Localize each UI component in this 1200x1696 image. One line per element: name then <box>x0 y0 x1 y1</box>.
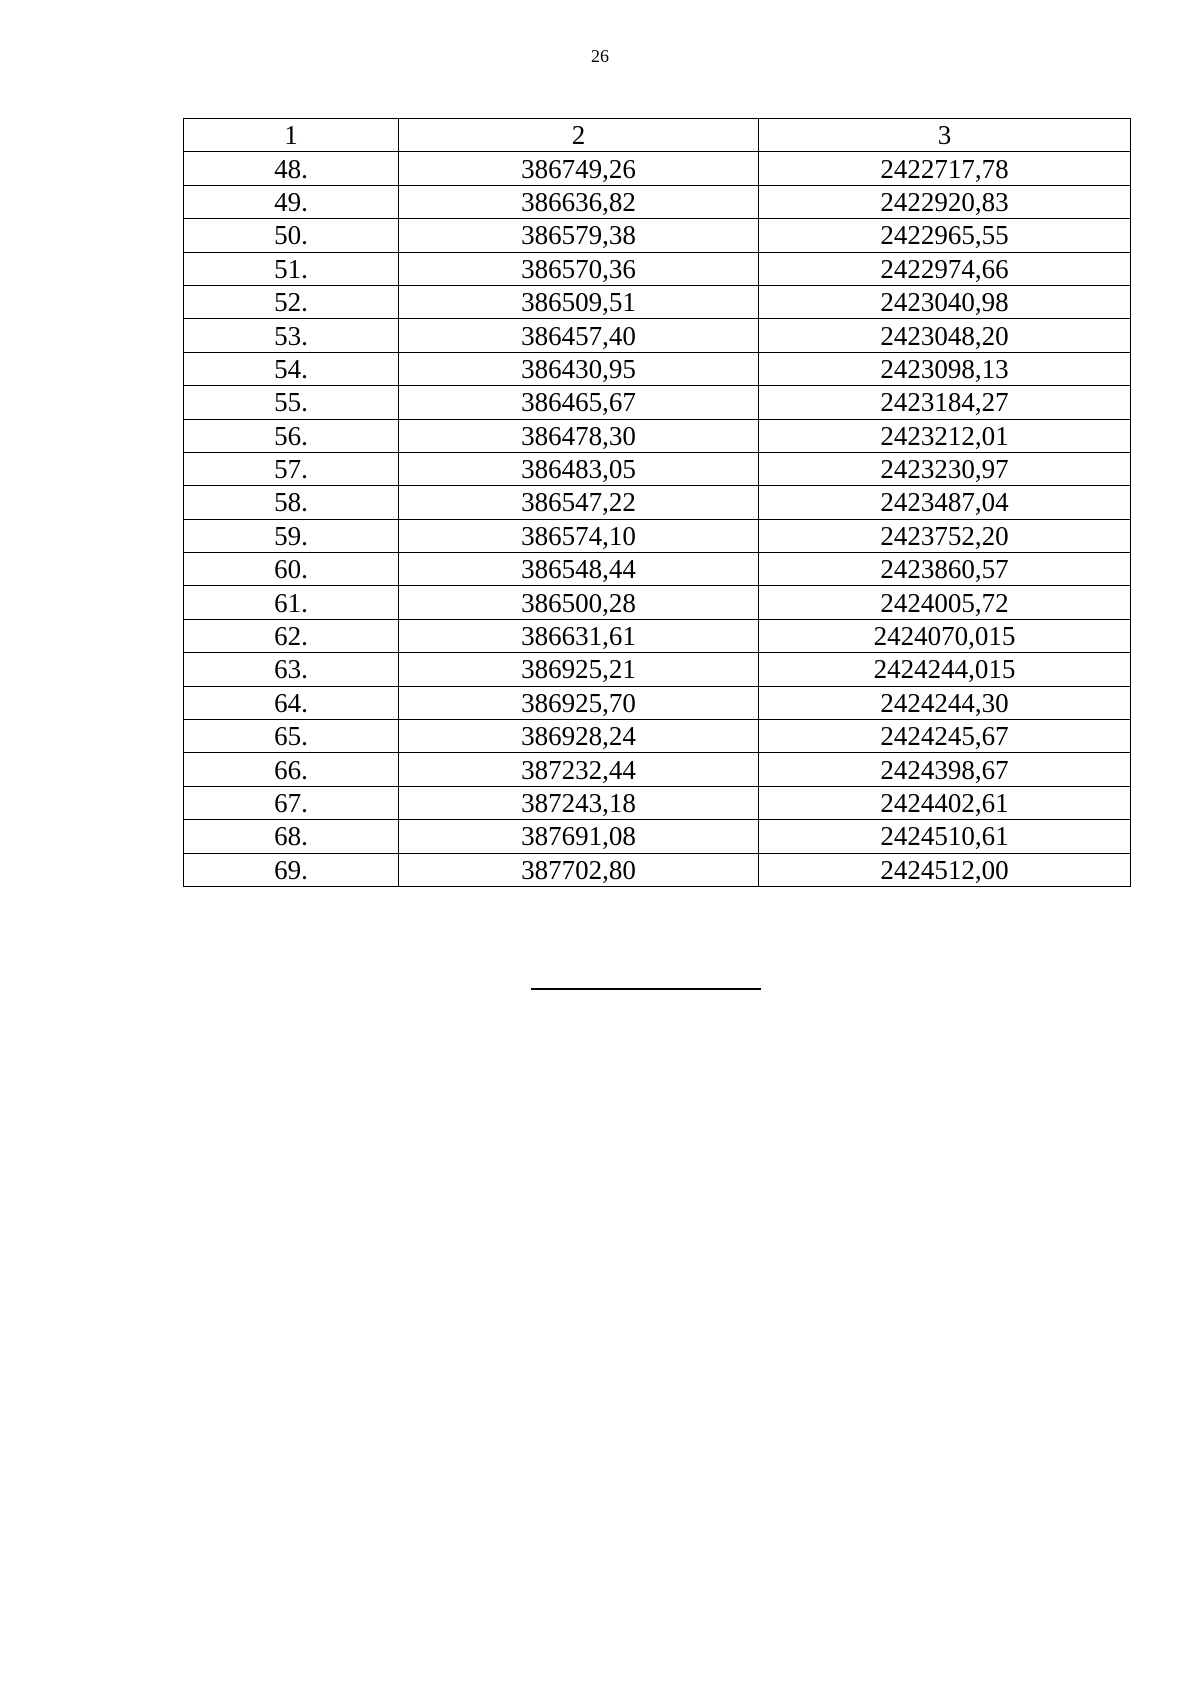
table-row <box>184 786 1131 819</box>
point-number-cell: 55. <box>184 386 399 419</box>
table-row <box>184 519 1131 552</box>
table-row <box>184 720 1131 753</box>
x-coordinate-cell: 386749,26 <box>399 152 759 185</box>
y-coordinate-cell: 2424244,30 <box>759 686 1131 719</box>
point-number-cell: 49. <box>184 185 399 218</box>
point-number-cell: 50. <box>184 219 399 252</box>
table-row <box>184 152 1131 185</box>
page-number: 26 <box>591 46 609 66</box>
y-coordinate-cell: 2423212,01 <box>759 419 1131 452</box>
coordinates-table <box>183 118 1131 887</box>
y-coordinate-cell: 2424402,61 <box>759 786 1131 819</box>
y-coordinate-cell: 2423752,20 <box>759 519 1131 552</box>
y-coordinate-cell: 2423048,20 <box>759 319 1131 352</box>
table-row <box>184 352 1131 385</box>
x-coordinate-cell: 386457,40 <box>399 319 759 352</box>
y-coordinate-cell: 2423230,97 <box>759 452 1131 485</box>
point-number-cell: 67. <box>184 786 399 819</box>
table-row <box>184 419 1131 452</box>
table-row <box>184 820 1131 853</box>
y-coordinate-cell: 2423487,04 <box>759 486 1131 519</box>
y-coordinate-cell: 2424510,61 <box>759 820 1131 853</box>
point-number-cell: 59. <box>184 519 399 552</box>
column-header-3: 3 <box>759 119 1131 152</box>
table-header-row <box>184 119 1131 152</box>
y-coordinate-cell: 2423040,98 <box>759 285 1131 318</box>
y-coordinate-cell: 2424005,72 <box>759 586 1131 619</box>
point-number-cell: 62. <box>184 619 399 652</box>
table-row <box>184 653 1131 686</box>
y-coordinate-cell: 2422965,55 <box>759 219 1131 252</box>
table-row <box>184 319 1131 352</box>
table-row <box>184 452 1131 485</box>
point-number-cell: 68. <box>184 820 399 853</box>
point-number-cell: 64. <box>184 686 399 719</box>
point-number-cell: 63. <box>184 653 399 686</box>
x-coordinate-cell: 386570,36 <box>399 252 759 285</box>
table-row <box>184 553 1131 586</box>
y-coordinate-cell: 2424070,015 <box>759 619 1131 652</box>
x-coordinate-cell: 386925,70 <box>399 686 759 719</box>
point-number-cell: 54. <box>184 352 399 385</box>
x-coordinate-cell: 386928,24 <box>399 720 759 753</box>
x-coordinate-cell: 386509,51 <box>399 285 759 318</box>
table-row <box>184 219 1131 252</box>
point-number-cell: 66. <box>184 753 399 786</box>
point-number-cell: 56. <box>184 419 399 452</box>
x-coordinate-cell: 386631,61 <box>399 619 759 652</box>
y-coordinate-cell: 2424398,67 <box>759 753 1131 786</box>
table-row <box>184 252 1131 285</box>
table-row <box>184 586 1131 619</box>
point-number-cell: 60. <box>184 553 399 586</box>
y-coordinate-cell: 2422717,78 <box>759 152 1131 185</box>
x-coordinate-cell: 386500,28 <box>399 586 759 619</box>
x-coordinate-cell: 386483,05 <box>399 452 759 485</box>
x-coordinate-cell: 386465,67 <box>399 386 759 419</box>
y-coordinate-cell: 2422974,66 <box>759 252 1131 285</box>
point-number-cell: 48. <box>184 152 399 185</box>
table-row <box>184 853 1131 886</box>
y-coordinate-cell: 2422920,83 <box>759 185 1131 218</box>
x-coordinate-cell: 386925,21 <box>399 653 759 686</box>
x-coordinate-cell: 387702,80 <box>399 853 759 886</box>
point-number-cell: 69. <box>184 853 399 886</box>
y-coordinate-cell: 2424245,67 <box>759 720 1131 753</box>
point-number-cell: 53. <box>184 319 399 352</box>
column-header-2: 2 <box>399 119 759 152</box>
y-coordinate-cell: 2423184,27 <box>759 386 1131 419</box>
table-row <box>184 486 1131 519</box>
x-coordinate-cell: 386636,82 <box>399 185 759 218</box>
point-number-cell: 65. <box>184 720 399 753</box>
x-coordinate-cell: 386478,30 <box>399 419 759 452</box>
table-row <box>184 686 1131 719</box>
table-row <box>184 753 1131 786</box>
x-coordinate-cell: 387232,44 <box>399 753 759 786</box>
table-row <box>184 619 1131 652</box>
x-coordinate-cell: 386579,38 <box>399 219 759 252</box>
point-number-cell: 61. <box>184 586 399 619</box>
x-coordinate-cell: 387691,08 <box>399 820 759 853</box>
point-number-cell: 51. <box>184 252 399 285</box>
y-coordinate-cell: 2424512,00 <box>759 853 1131 886</box>
y-coordinate-cell: 2423860,57 <box>759 553 1131 586</box>
y-coordinate-cell: 2424244,015 <box>759 653 1131 686</box>
x-coordinate-cell: 386548,44 <box>399 553 759 586</box>
point-number-cell: 57. <box>184 452 399 485</box>
column-header-1: 1 <box>184 119 399 152</box>
point-number-cell: 52. <box>184 285 399 318</box>
x-coordinate-cell: 386574,10 <box>399 519 759 552</box>
x-coordinate-cell: 387243,18 <box>399 786 759 819</box>
x-coordinate-cell: 386430,95 <box>399 352 759 385</box>
point-number-cell: 58. <box>184 486 399 519</box>
table-row <box>184 185 1131 218</box>
table-row <box>184 386 1131 419</box>
table-row <box>184 285 1131 318</box>
x-coordinate-cell: 386547,22 <box>399 486 759 519</box>
end-divider-line <box>531 988 761 990</box>
y-coordinate-cell: 2423098,13 <box>759 352 1131 385</box>
